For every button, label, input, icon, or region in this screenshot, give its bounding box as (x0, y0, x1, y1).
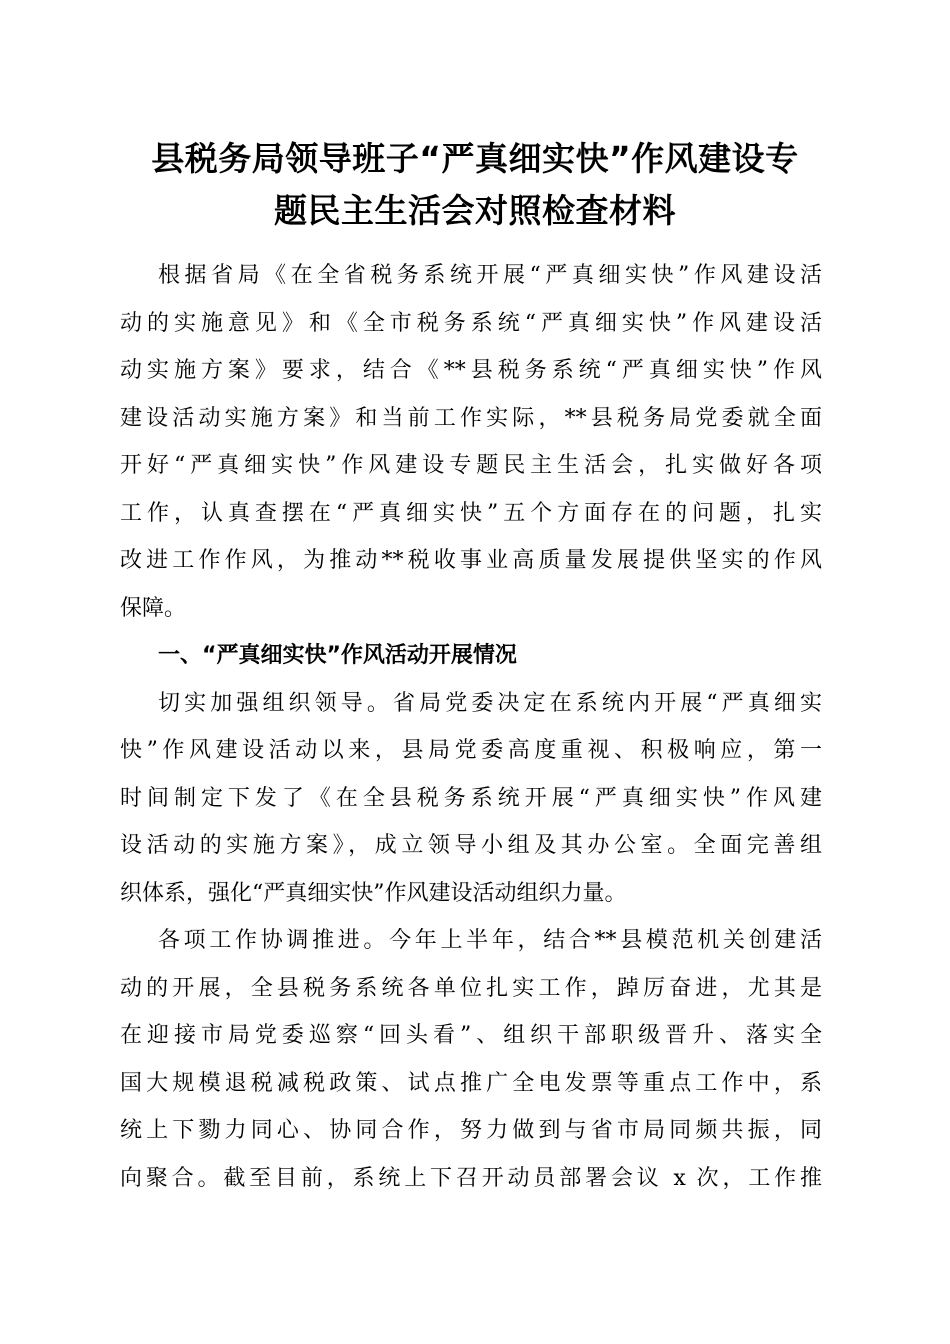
paragraph-line: 动的开展，全县税务系统各单位扎实工作，踔厉奋进，尤其是 (120, 975, 822, 1001)
paragraph-line: 改进工作作风，为推动**税收事业高质量发展提供坚实的作风 (120, 548, 822, 573)
document-title (100, 133, 850, 237)
paragraph-line: 时间制定下发了《在全县税务系统开展“严真细实快”作风建 (120, 785, 822, 811)
paragraph-line: 国大规模退税减税政策、试点推广全电发票等重点工作中，系 (120, 1070, 822, 1096)
paragraph-line: 保障。 (120, 595, 187, 621)
paragraph-line: 动实施方案》要求，结合《**县税务系统“严真细实快”作风 (120, 358, 822, 383)
paragraph-line: 向聚合。截至目前，系统上下召开动员部署会议 x 次，工作推 (120, 1165, 822, 1191)
paragraph-line: 统上下勠力同心、协同合作，努力做到与省市局同频共振，同 (120, 1118, 822, 1143)
title-line-2: 题民主生活会对照检查材料 (274, 191, 676, 230)
paragraph-line: 动的实施意见》和《全市税务系统“严真细实快”作风建设活 (120, 310, 822, 336)
paragraph-line: 开好“严真细实快”作风建设专题民主生活会，扎实做好各项 (120, 453, 822, 478)
paragraph-line: 快”作风建设活动以来，县局党委高度重视、积极响应，第一 (120, 738, 822, 763)
section-paragraph-1 (120, 680, 822, 918)
title-line-1: 县税务局领导班子“严真细实快”作风建设专 (151, 139, 799, 178)
section-heading: 一、“严真细实快”作风活动开展情况 (158, 643, 517, 668)
section-paragraph-2 (120, 917, 822, 1202)
intro-paragraph (120, 252, 822, 632)
document-body (120, 252, 822, 1202)
paragraph-line: 织体系，强化“严真细实快”作风建设活动组织力量。 (120, 880, 627, 906)
paragraph-line: 工作，认真查摆在“严真细实快”五个方面存在的问题，扎实 (120, 500, 822, 526)
paragraph-line: 在迎接市局党委巡察“回头看”、组织干部职级晋升、落实全 (120, 1023, 822, 1048)
paragraph-line: 切实加强组织领导。省局党委决定在系统内开展“严真细实 (158, 690, 822, 716)
paragraph-line: 设活动的实施方案》，成立领导小组及其办公室。全面完善组 (120, 833, 822, 858)
paragraph-line: 建设活动实施方案》和当前工作实际，**县税务局党委就全面 (120, 405, 822, 431)
paragraph-line: 各项工作协调推进。今年上半年，结合**县模范机关创建活 (158, 928, 822, 953)
paragraph-line: 根据省局《在全省税务系统开展“严真细实快”作风建设活 (158, 263, 822, 288)
